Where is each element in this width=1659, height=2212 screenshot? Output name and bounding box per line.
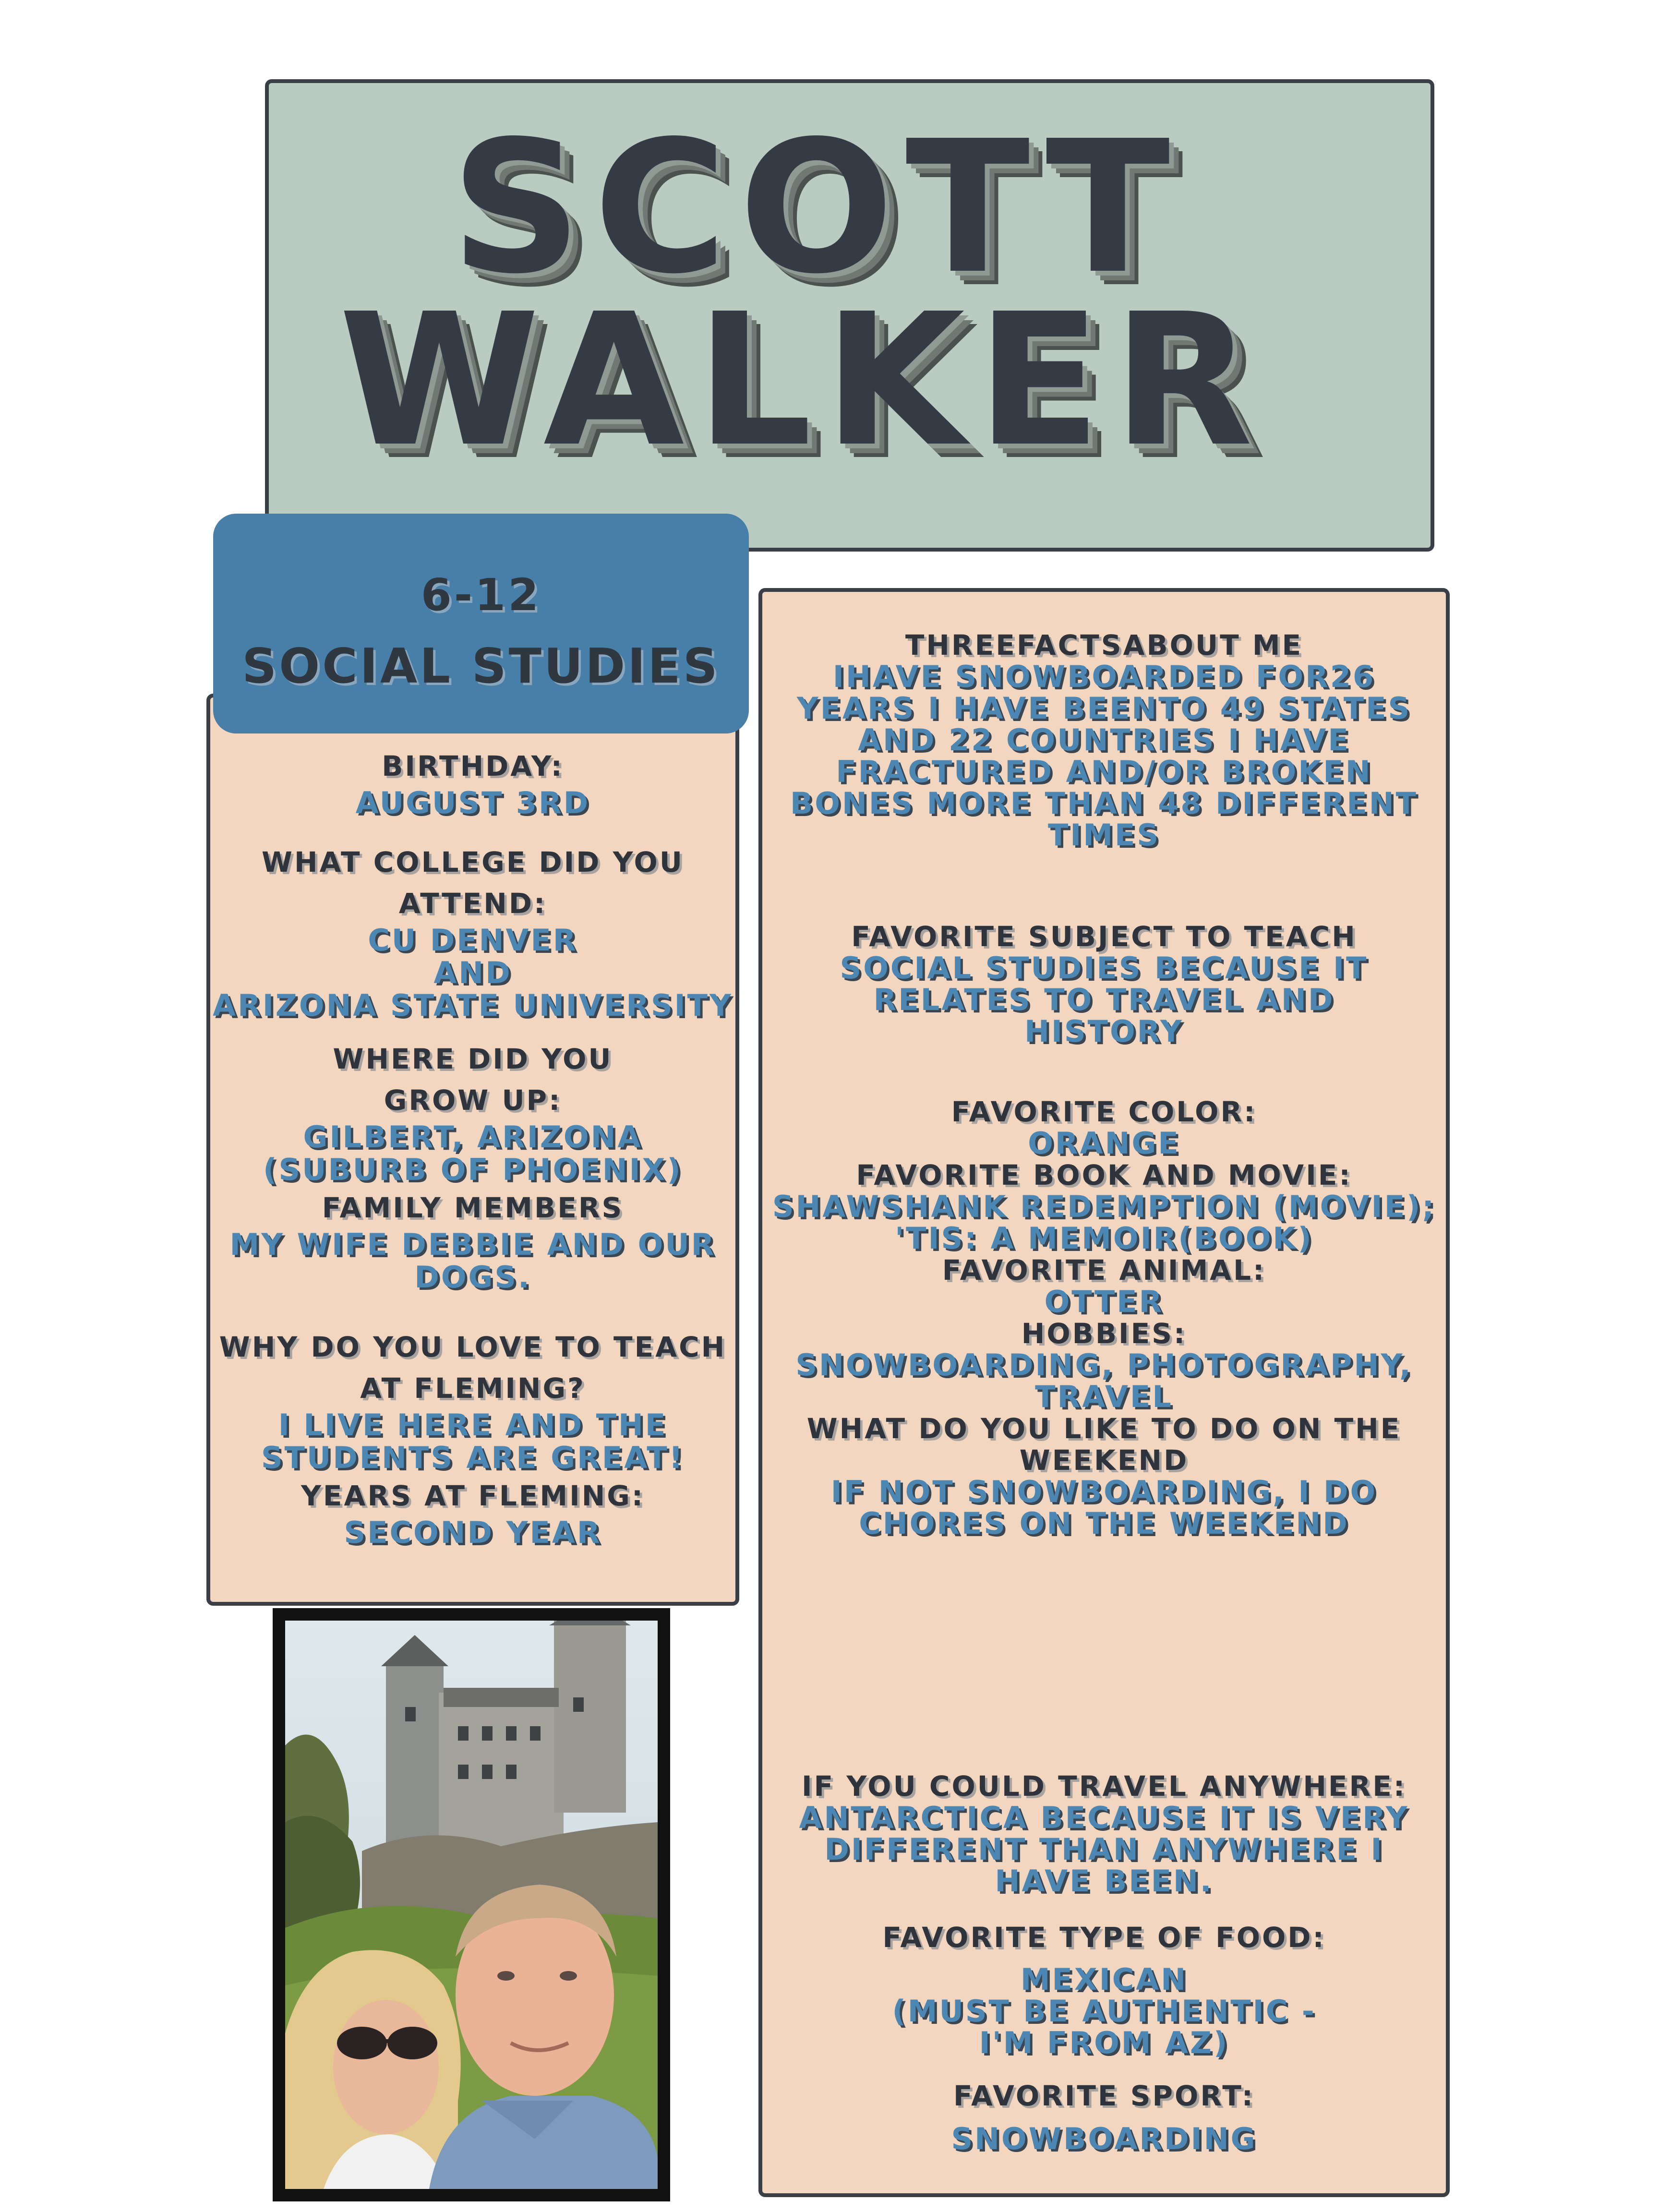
favorite-subject-line2: RELATES TO TRAVEL AND <box>873 982 1335 1017</box>
three-facts-line1: IHAVE SNOWBOARDED FOR26 <box>832 659 1376 694</box>
favorite-subject-section <box>762 921 1446 1047</box>
favorite-book-line1: SHAWSHANK REDEMPTION (MOVIE); <box>772 1189 1436 1224</box>
travel-line1: ANTARCTICA BECAUSE IT IS VERY <box>799 1800 1409 1835</box>
college-answer-line2: AND <box>433 955 512 990</box>
three-facts-line3: AND 22 COUNTRIES I HAVE <box>858 722 1350 757</box>
why-fleming-answer-line1: I LIVE HERE AND THE <box>278 1407 668 1443</box>
favorite-book-question: FAVORITE BOOK AND MOVIE: <box>856 1159 1352 1191</box>
favorite-animal-answer: OTTER <box>1044 1284 1164 1319</box>
travel-line2: DIFFERENT THAN ANYWHERE I <box>824 1832 1384 1867</box>
favorite-subject-line1: SOCIAL STUDIES BECAUSE IT <box>840 950 1369 986</box>
profile-photo <box>285 1621 658 2189</box>
years-question: YEARS AT FLEMING: <box>301 1479 645 1512</box>
food-question: FAVORITE TYPE OF FOOD: <box>882 1921 1326 1954</box>
hobbies-question: HOBBIES: <box>1021 1317 1187 1350</box>
sport-answer: SNOWBOARDING <box>951 2121 1257 2156</box>
first-name: SCOTT <box>450 101 1182 314</box>
college-answer-line3: ARIZONA STATE UNIVERSITY <box>213 988 733 1023</box>
hometown-answer-line2: (SUBURB OF PHOENIX) <box>263 1152 683 1187</box>
profile-photo-frame <box>273 1608 670 2201</box>
three-facts-line4: FRACTURED AND/OR BROKEN <box>836 754 1372 789</box>
three-facts-section <box>762 629 1446 851</box>
family-question: FAMILY MEMBERS <box>322 1191 624 1224</box>
why-fleming-question-line1: WHY DO YOU LOVE TO TEACH <box>219 1331 727 1363</box>
left-info-card <box>206 694 739 1606</box>
subject-title: SOCIAL STUDIES <box>242 638 720 694</box>
weekend-answer-line1: IF NOT SNOWBOARDING, I DO <box>830 1474 1378 1509</box>
travel-section <box>762 1770 1446 1897</box>
hometown-answer-line1: GILBERT, ARIZONA <box>303 1119 643 1154</box>
hometown-question-line1: WHERE DID YOU <box>333 1043 613 1075</box>
food-section <box>762 1922 1446 2059</box>
family-section <box>210 1187 735 1294</box>
years-section <box>210 1475 735 1549</box>
favorite-color-question: FAVORITE COLOR: <box>951 1095 1257 1128</box>
hometown-section <box>210 1038 735 1186</box>
college-section <box>210 842 735 1022</box>
sport-question: FAVORITE SPORT: <box>953 2080 1255 2112</box>
sport-section <box>762 2080 1446 2155</box>
travel-question: IF YOU COULD TRAVEL ANYWHERE: <box>801 1770 1407 1803</box>
travel-line3: HAVE BEEN. <box>995 1863 1214 1899</box>
college-question-line1: WHAT COLLEGE DID YOU <box>262 846 684 878</box>
favorite-book-line2: 'TIS: A MEMOIR(BOOK) <box>895 1221 1313 1256</box>
hometown-question-line2: GROW UP: <box>384 1084 562 1117</box>
birthday-answer: AUGUST 3RD <box>355 785 590 820</box>
why-fleming-question-line2: AT FLEMING? <box>360 1372 586 1405</box>
hobbies-line2: TRAVEL <box>1035 1379 1173 1414</box>
favorite-subject-question: FAVORITE SUBJECT TO TEACH <box>851 920 1357 953</box>
grade-range: 6-12 <box>421 569 541 621</box>
weekend-question-line2: WEEKEND <box>1019 1444 1189 1477</box>
years-answer: SECOND YEAR <box>344 1515 602 1550</box>
three-facts-line5: BONES MORE THAN 48 DIFFERENT <box>790 786 1418 821</box>
last-name: WALKER <box>338 274 1265 487</box>
weekend-answer-line2: CHORES ON THE WEEKEND <box>859 1506 1349 1541</box>
why-fleming-answer-line2: STUDENTS ARE GREAT! <box>261 1440 685 1475</box>
birthday-section <box>210 745 735 819</box>
food-line1: MEXICAN <box>1020 1962 1188 1997</box>
right-info-card <box>758 588 1450 2197</box>
three-facts-line6: TIMES <box>1047 817 1161 853</box>
birthday-question: BIRTHDAY: <box>382 750 564 782</box>
family-answer-line2: DOGS. <box>414 1260 531 1295</box>
weekend-question-line1: WHAT DO YOU LIKE TO DO ON THE <box>806 1412 1402 1445</box>
food-line3: I'M FROM AZ) <box>979 2025 1229 2060</box>
title-card <box>265 79 1434 552</box>
family-answer-line1: MY WIFE DEBBIE AND OUR <box>229 1227 716 1262</box>
why-fleming-section <box>210 1326 735 1474</box>
college-answer-line1: CU DENVER <box>368 923 578 958</box>
favorite-color-answer: ORANGE <box>1028 1126 1180 1161</box>
food-line2: (MUST BE AUTHENTIC - <box>892 1994 1316 2029</box>
hobbies-line1: SNOWBOARDING, PHOTOGRAPHY, <box>795 1347 1413 1382</box>
three-facts-question: THREEFACTSABOUT ME <box>905 629 1303 661</box>
favorites-section <box>762 1096 1446 1539</box>
college-question-line2: ATTEND: <box>398 887 547 920</box>
favorite-subject-line3: HISTORY <box>1024 1014 1184 1049</box>
favorite-animal-question: FAVORITE ANIMAL: <box>942 1254 1266 1286</box>
three-facts-line2: YEARS I HAVE BEENTO 49 STATES <box>796 691 1412 726</box>
subject-tab <box>213 514 749 733</box>
